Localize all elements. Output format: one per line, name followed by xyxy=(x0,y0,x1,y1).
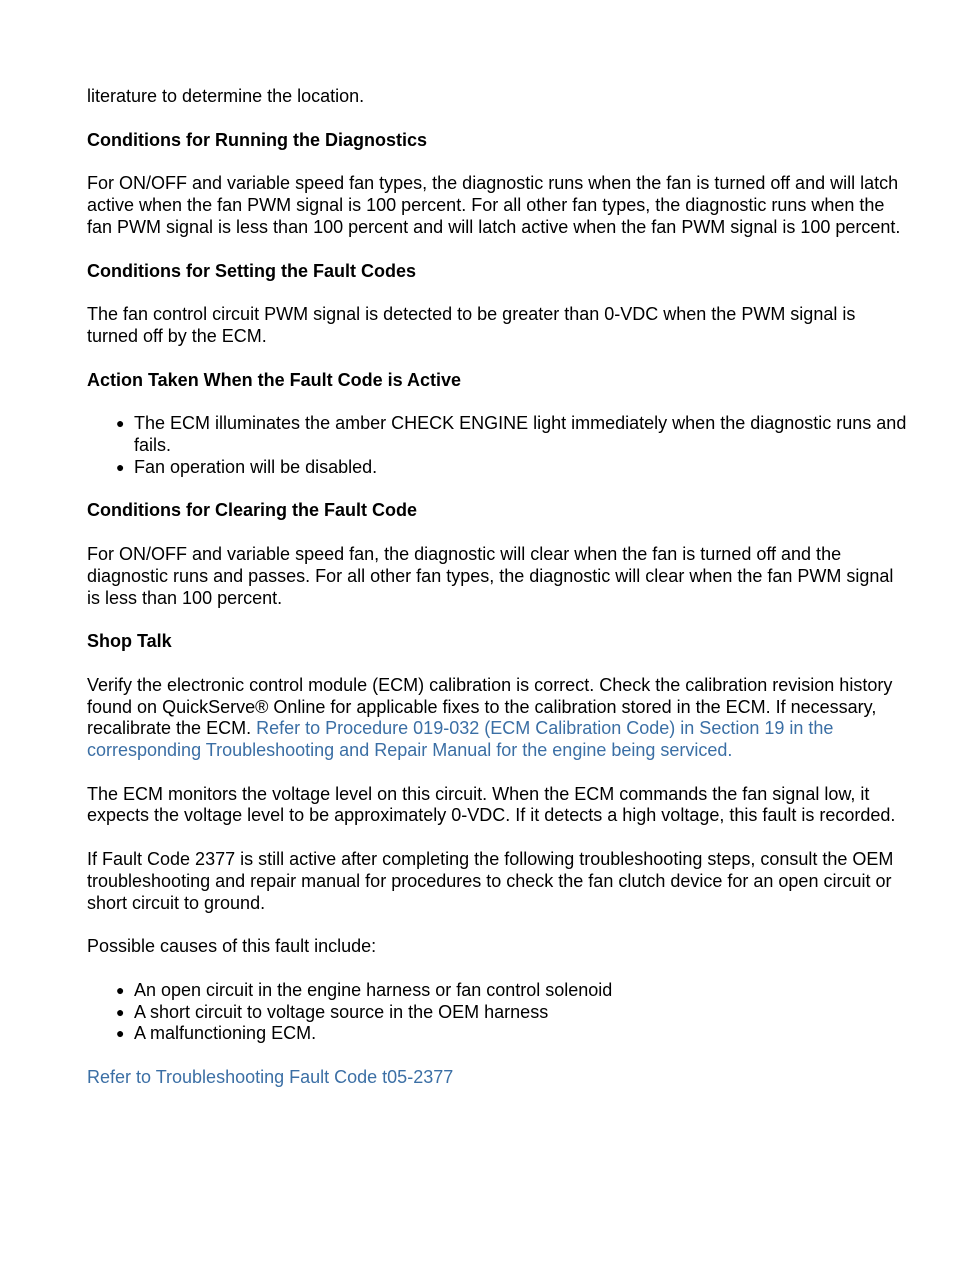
document-page xyxy=(87,86,907,1111)
voltage-monitor-text: The ECM monitors the voltage level on this circuit. When the ECM commands the fan signal low, it expects the voltage level to be approximately 0-VDC. If it detects a high voltage, this fault is recorded. xyxy=(87,783,896,826)
shop-talk-paragraph xyxy=(87,675,907,762)
list-item xyxy=(116,1023,907,1045)
list-item-text: Fan operation will be disabled. xyxy=(134,456,378,477)
troubleshooting-fault-code-link[interactable]: Refer to Troubleshooting Fault Code t05-2377 xyxy=(87,1067,454,1088)
shop-talk-text: Verify the electronic control module (ECM) calibration is correct. Check the calibration revision history found on QuickServe® Online for applicable fixes to the calibration stored in the ECM. If necessary, recalibrate the ECM. xyxy=(87,674,893,739)
bullet-icon: ● xyxy=(116,415,125,432)
list-item-text: An open circuit in the engine harness or fan control solenoid xyxy=(134,979,613,1000)
list-item-text: The ECM illuminates the amber CHECK ENGINE light immediately when the diagnostic runs and fails. xyxy=(134,413,907,456)
clearing-heading: Conditions for Clearing the Fault Code xyxy=(87,500,417,521)
bullet-icon: ● xyxy=(116,458,125,475)
intro-text: literature to determine the location. xyxy=(87,86,365,106)
oem-consult-text: If Fault Code 2377 is still active after completing the following troubleshooting steps, consult the OEM troubleshooting and repair manual for procedures to check the fan clutch device for an open circuit or short circuit to ground. xyxy=(87,849,894,913)
possible-causes-intro: Possible causes of this fault include: xyxy=(87,936,377,957)
action-heading: Action Taken When the Fault Code is Active xyxy=(87,369,462,390)
ecm-calibration-procedure-link[interactable]: Refer to Procedure 019-032 (ECM Calibration Code) in Section 19 in the corresponding Troubleshooting and Repair Manual for the engine being serviced. xyxy=(87,718,834,761)
running-text: For ON/OFF and variable speed fan types, the diagnostic runs when the fan is turned off and will latch active when the fan PWM signal is 100 percent. For all other fan types, the diagnostic runs when the fan PWM signal is less than 100 percent and will latch active when the fan PWM signal is 100 percent. xyxy=(87,173,901,237)
list-item xyxy=(116,456,907,479)
bullet-icon: ● xyxy=(116,981,125,998)
bullet-icon: ● xyxy=(116,1025,125,1042)
clearing-text: For ON/OFF and variable speed fan, the diagnostic will clear when the fan is turned off and the diagnostic runs and passes. For all other fan types, the diagnostic will clear when the fan PWM signal is less than 100 percent. xyxy=(87,544,894,608)
list-item xyxy=(116,1001,907,1024)
running-heading: Conditions for Running the Diagnostics xyxy=(87,129,427,150)
setting-heading: Conditions for Setting the Fault Codes xyxy=(87,260,416,281)
action-list xyxy=(87,413,907,478)
shop-talk-heading: Shop Talk xyxy=(87,631,172,652)
list-item xyxy=(116,413,907,456)
setting-text: The fan control circuit PWM signal is detected to be greater than 0-VDC when the PWM signal is turned off by the ECM. xyxy=(87,304,856,346)
list-item xyxy=(116,979,907,1002)
causes-list xyxy=(87,980,907,1045)
troubleshooting-link-paragraph xyxy=(87,1067,907,1089)
bullet-icon: ● xyxy=(116,1003,125,1020)
list-item-text: A short circuit to voltage source in the OEM harness xyxy=(134,1001,549,1022)
list-item-text: A malfunctioning ECM. xyxy=(134,1023,317,1044)
